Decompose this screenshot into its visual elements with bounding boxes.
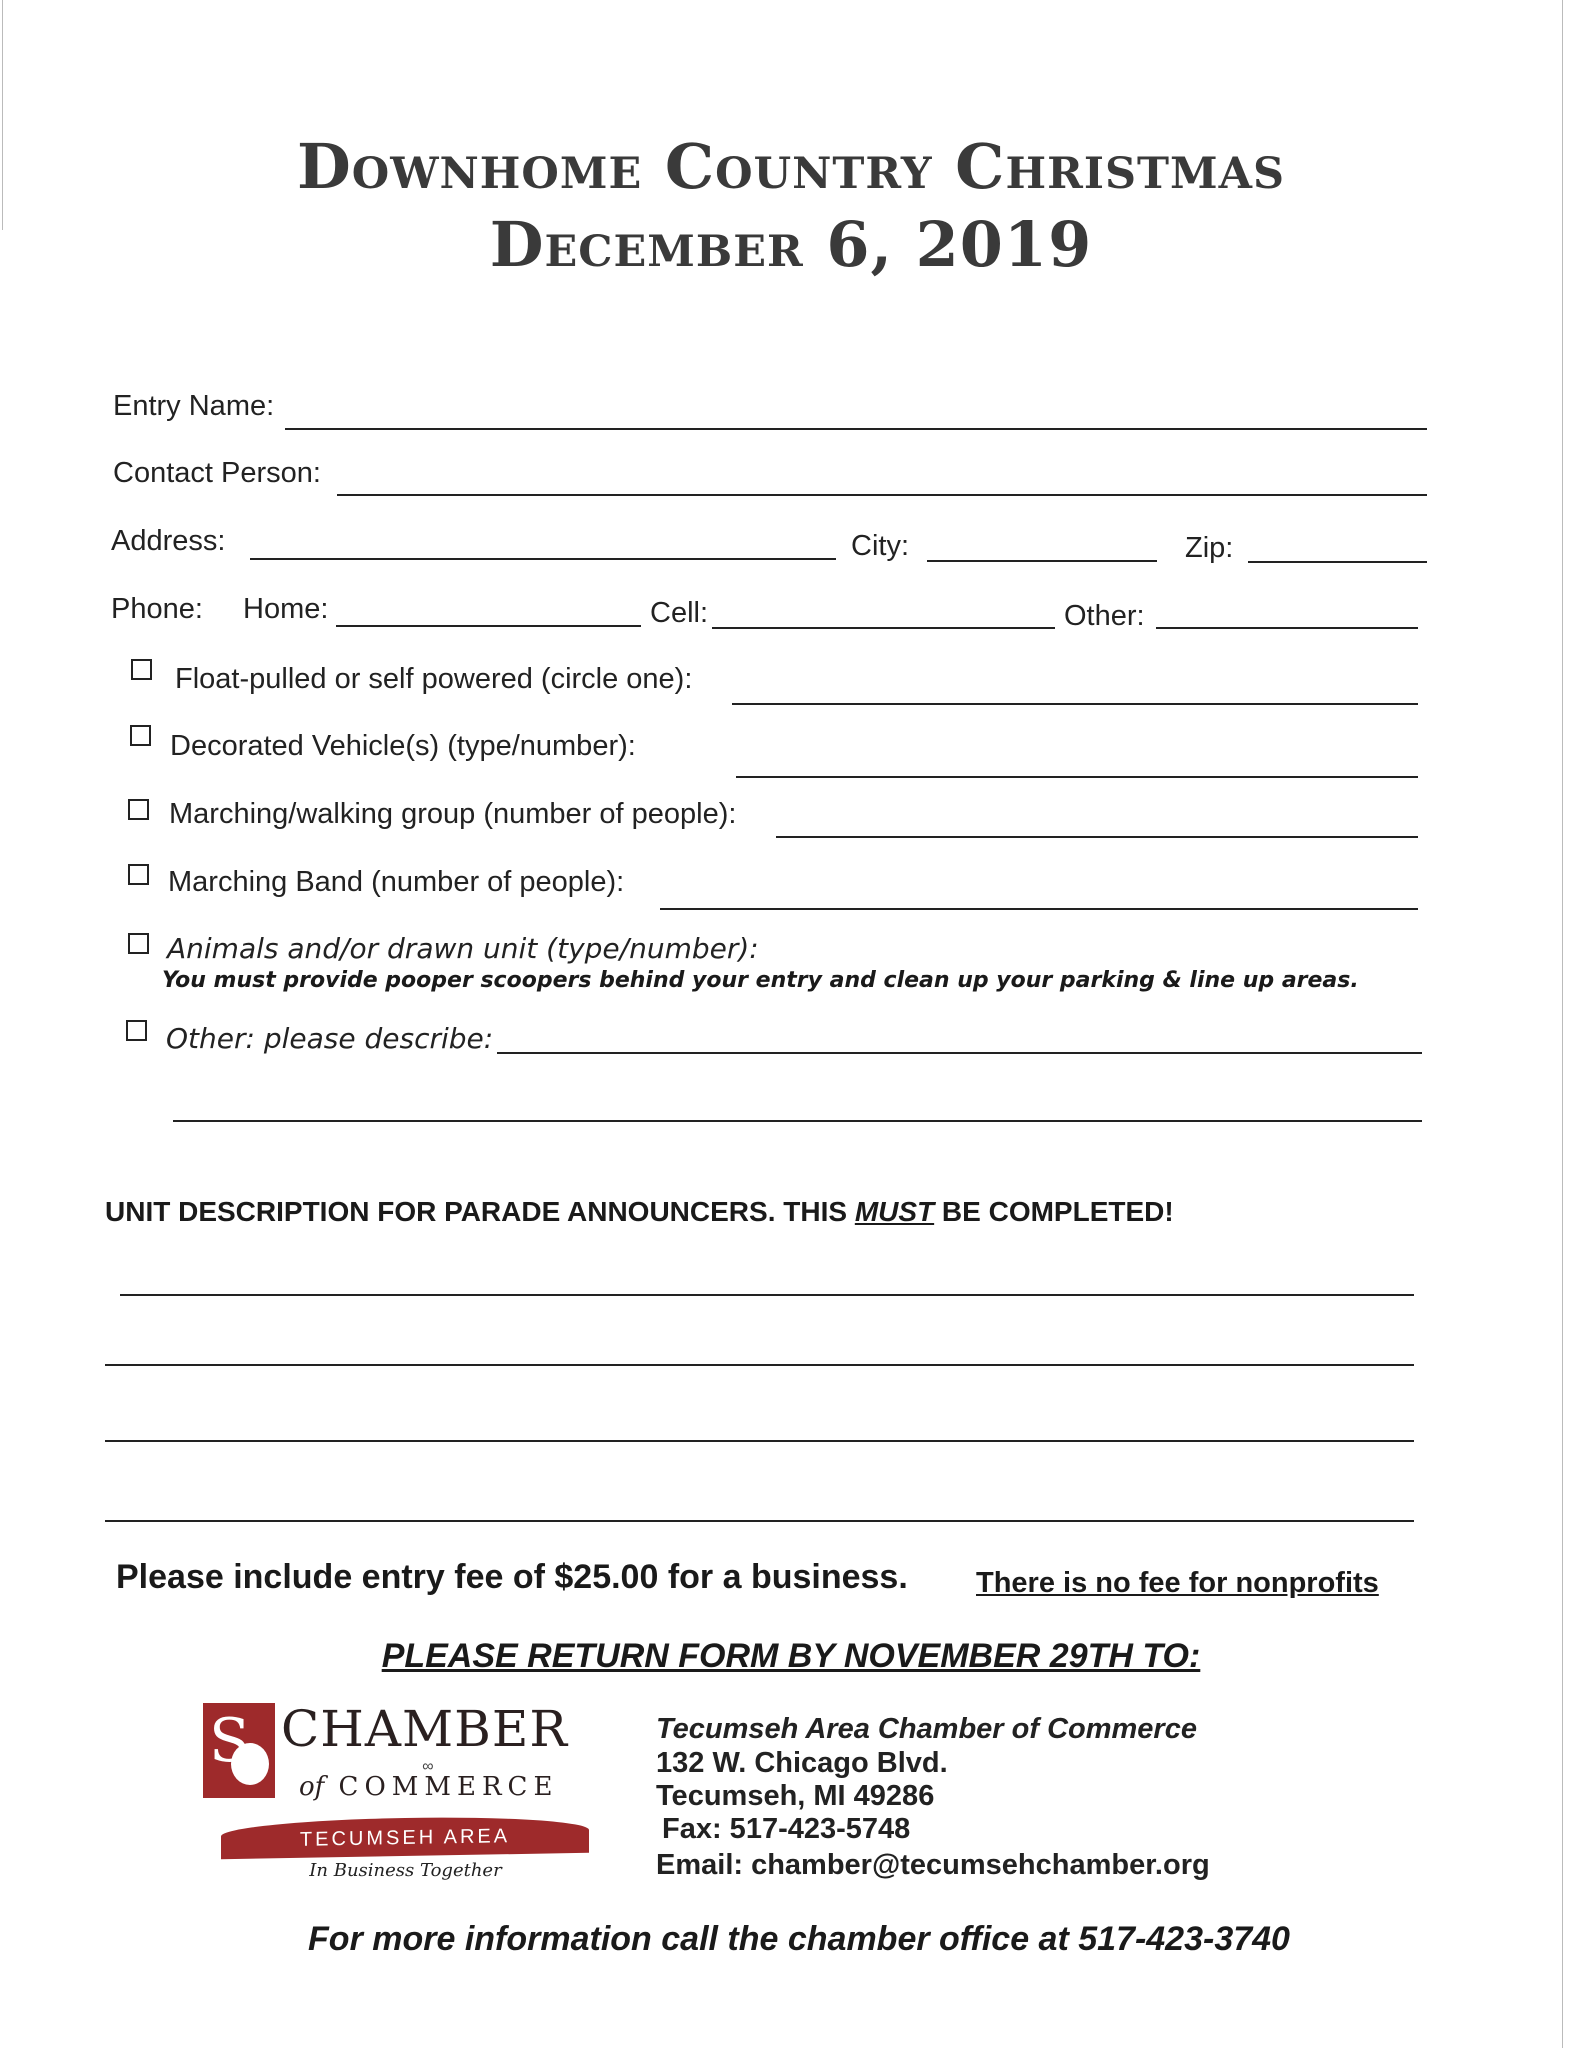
unit-description-heading (105, 1196, 1174, 1228)
cell-phone-label: Cell: (650, 597, 709, 629)
vehicle-label: Decorated Vehicle(s) (type/number): (170, 730, 636, 762)
marching-group-field[interactable] (776, 836, 1418, 838)
marching-band-checkbox[interactable] (128, 864, 149, 885)
other-phone-label: Other: (1064, 600, 1145, 632)
return-deadline: PLEASE RETURN FORM BY NOVEMBER 29TH TO: (381, 1637, 1201, 1675)
contact-street: 132 W. Chicago Blvd. (656, 1747, 948, 1779)
logo-commerce-text (299, 1772, 558, 1802)
other-phone-field[interactable] (1156, 627, 1418, 629)
contact-person-field[interactable] (337, 494, 1427, 496)
marching-group-checkbox[interactable] (128, 799, 149, 820)
logo-banner: TECUMSEH AREA (221, 1815, 589, 1859)
entry-fee-text: Please include entry fee of $25.00 for a business. (116, 1558, 908, 1596)
heading-text-end: BE COMPLETED! (934, 1196, 1174, 1227)
vehicle-checkbox[interactable] (130, 725, 151, 746)
contact-person-label: Contact Person: (113, 457, 321, 489)
other-field-line2[interactable] (173, 1120, 1422, 1122)
home-phone-label: Home: (243, 593, 329, 625)
contact-city: Tecumseh, MI 49286 (656, 1780, 935, 1812)
address-label: Address: (111, 525, 226, 557)
zip-label: Zip: (1185, 532, 1234, 564)
animals-note: You must provide pooper scoopers behind your entry and clean up your parking & line up areas. (162, 968, 1359, 993)
nonprofit-fee-text: There is no fee for nonprofits (976, 1567, 1379, 1599)
vehicle-field[interactable] (736, 776, 1418, 778)
marching-band-field[interactable] (660, 908, 1418, 910)
logo-of-text: of (299, 1772, 325, 1802)
contact-email[interactable]: Email: chamber@tecumsehchamber.org (656, 1849, 1210, 1881)
contact-fax: Fax: 517-423-5748 (662, 1813, 911, 1845)
float-checkbox[interactable] (131, 659, 152, 680)
zip-field[interactable] (1248, 561, 1427, 563)
description-line-4[interactable] (105, 1520, 1414, 1522)
logo-s-emblem-icon: S (203, 1703, 275, 1798)
marching-group-label: Marching/walking group (number of people): (169, 798, 737, 830)
marching-band-label: Marching Band (number of people): (168, 866, 625, 898)
chamber-logo (203, 1700, 608, 1890)
page-subtitle-date: December 6, 2019 (489, 208, 1093, 281)
logo-commerce-word: COMMERCE (338, 1772, 559, 1802)
city-label: City: (851, 530, 909, 562)
address-field[interactable] (250, 558, 836, 560)
logo-tagline: In Business Together (309, 1860, 502, 1881)
cell-phone-field[interactable] (712, 627, 1055, 629)
float-field[interactable] (732, 703, 1418, 705)
description-line-3[interactable] (105, 1440, 1414, 1442)
other-label: Other: please describe: (166, 1022, 494, 1055)
heading-emphasis: MUST (854, 1196, 935, 1227)
city-field[interactable] (927, 560, 1157, 562)
home-phone-field[interactable] (336, 625, 641, 627)
entry-name-field[interactable] (285, 428, 1427, 430)
description-line-2[interactable] (105, 1364, 1414, 1366)
scan-edge (1562, 0, 1563, 2048)
logo-flourish-icon: ∞ (422, 1758, 434, 1775)
footer-info: For more information call the chamber office at 517-423-3740 (308, 1920, 1290, 1958)
other-field[interactable] (497, 1052, 1422, 1054)
logo-chamber-text: CHAMBER (281, 1700, 569, 1758)
entry-name-label: Entry Name: (113, 390, 275, 422)
animals-checkbox[interactable] (128, 933, 149, 954)
heading-text: UNIT DESCRIPTION FOR PARADE ANNOUNCERS. THIS (105, 1196, 855, 1227)
other-checkbox[interactable] (126, 1020, 147, 1041)
animals-label: Animals and/or drawn unit (type/number): (167, 932, 759, 965)
contact-org: Tecumseh Area Chamber of Commerce (656, 1713, 1197, 1745)
phone-label: Phone: (111, 593, 203, 625)
page-title: Downhome Country Christmas (296, 130, 1286, 203)
float-label: Float-pulled or self powered (circle one): (175, 663, 693, 695)
description-line-1[interactable] (120, 1294, 1414, 1296)
